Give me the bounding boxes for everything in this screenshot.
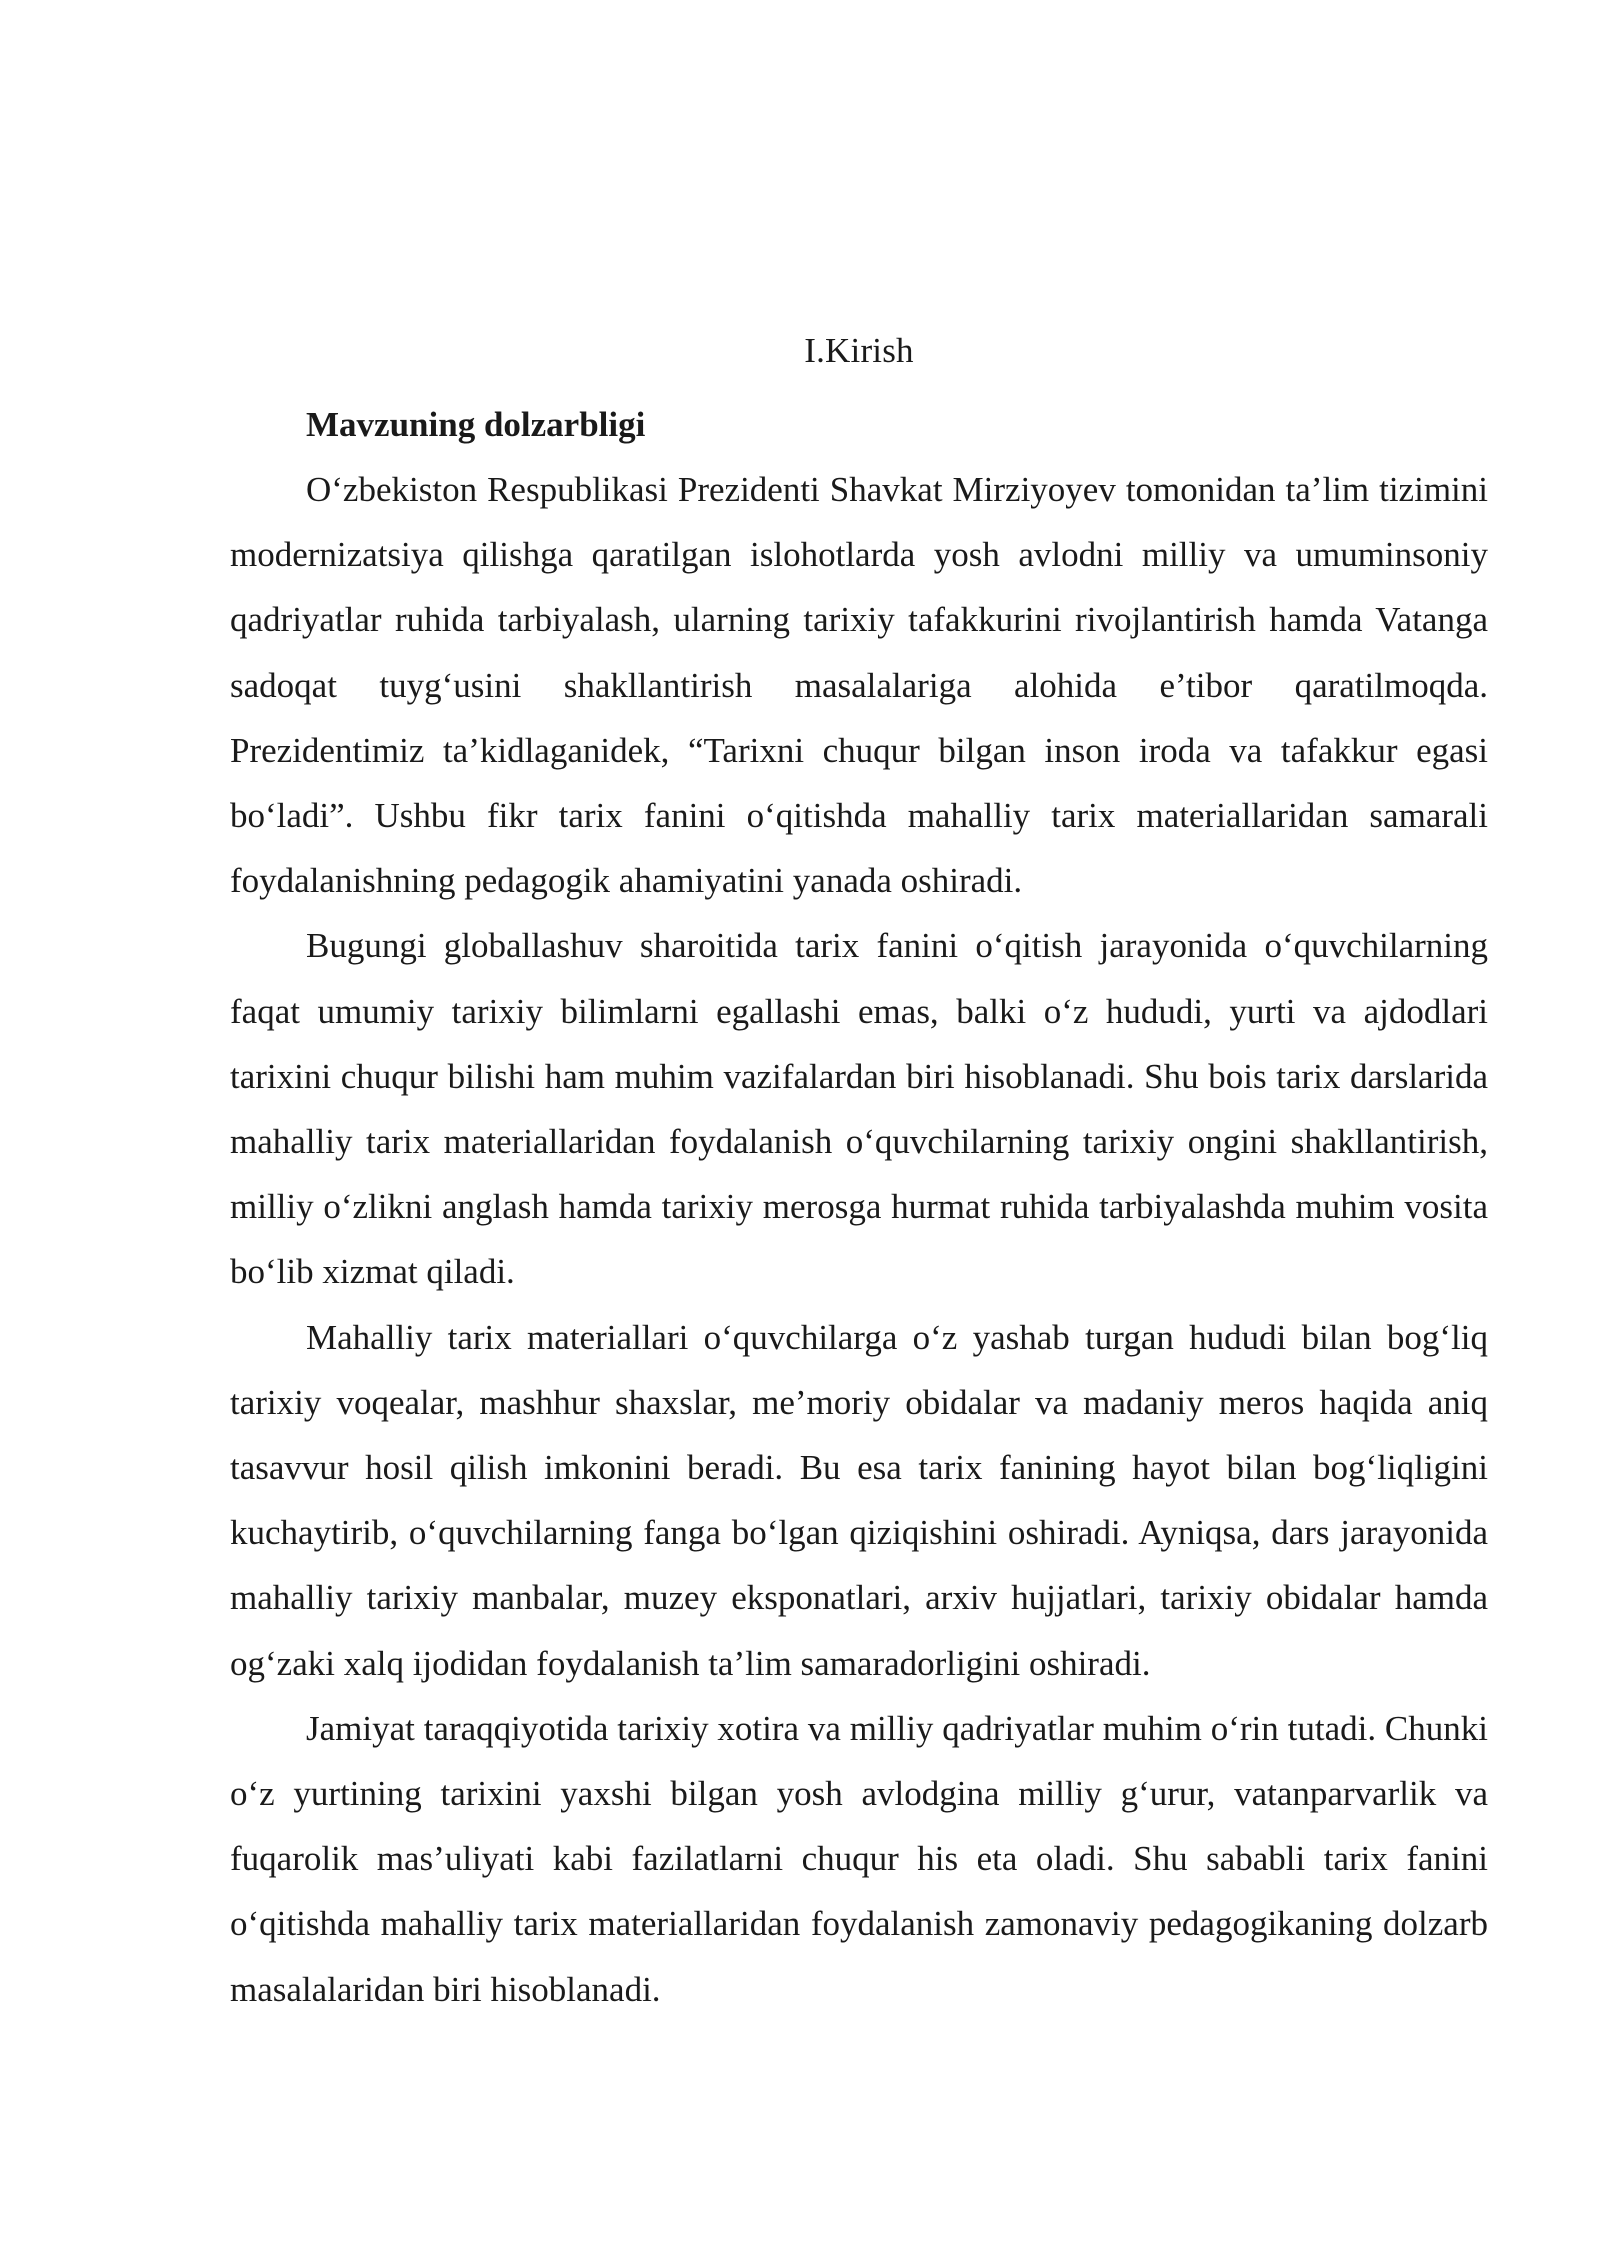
chapter-title: I.Kirish	[804, 331, 914, 370]
paragraph-3: Mahalliy tarix materiallari o‘quvchilarga o‘z yashab turgan hududi bilan bog‘liq tarixiy voqealar, mashhur shaxslar, me’moriy obidalar va madaniy meros haqida aniq tasavvur hosil qilish imkonini beradi. Bu esa tarix fanining hayot bilan bog‘liqligini kuchaytirib, o‘quvchilarning fanga bo‘lgan qiziqishini oshiradi. Ayniqsa, dars jarayonida mahalliy tarixiy manbalar, muzey eksponatlari, arxiv hujjatlari, tarixiy obidalar hamda og‘zaki xalq ijodidan foydalanish ta’lim samaradorligini oshiradi.	[230, 1317, 1488, 1683]
paragraph-2: Bugungi globallashuv sharoitida tarix fanini o‘qitish jarayonida o‘quvchilarning faqat umumiy tarixiy bilimlarni egallashi emas, balki o‘z hududi, yurti va ajdodlari tarixini chuqur bilishi ham muhim vazifalardan biri hisoblanadi. Shu bois tarix darslarida mahalliy tarix materiallaridan foydalanish o‘quvchilarning tarixiy ongini shakllantirish, milliy o‘zlikni anglash hamda tarixiy merosga hurmat ruhida tarbiyalashda muhim vosita bo‘lib xizmat qiladi.	[230, 926, 1488, 1292]
section-heading: Mavzuning dolzarbligi	[306, 405, 646, 444]
paragraph-4: Jamiyat taraqqiyotida tarixiy xotira va milliy qadriyatlar muhim o‘rin tutadi. Chunki o‘z yurtining tarixini yaxshi bilgan yosh avlodgina milliy g‘urur, vatanparvarlik va fuqarolik mas’uliyati kabi fazilatlarni chuqur his eta oladi. Shu sababli tarix fanini o‘qitishda mahalliy tarix materiallaridan foydalanish zamonaviy pedagogikaning dolzarb masalalaridan biri hisoblanadi.	[230, 1708, 1488, 2009]
page-content	[230, 318, 1488, 2022]
paragraph-1: O‘zbekiston Respublikasi Prezidenti Shavkat Mirziyoyev tomonidan ta’lim tizimini modernizatsiya qilishga qaratilgan islohotlarda yosh avlodni milliy va umuminsoniy qadriyatlar ruhida tarbiyalash, ularning tarixiy tafakkurini rivojlantirish hamda Vatanga sadoqat tuyg‘usini shakllantirish masalalariga alohida e’tibor qaratilmoqda. Prezidentimiz ta’kidlaganidek, “Tarixni chuqur bilgan inson iroda va tafakkur egasi bo‘ladi”. Ushbu fikr tarix fanini o‘qitishda mahalliy tarix materiallaridan samarali foydalanishning pedagogik ahamiyatini yanada oshiradi.	[230, 470, 1488, 901]
